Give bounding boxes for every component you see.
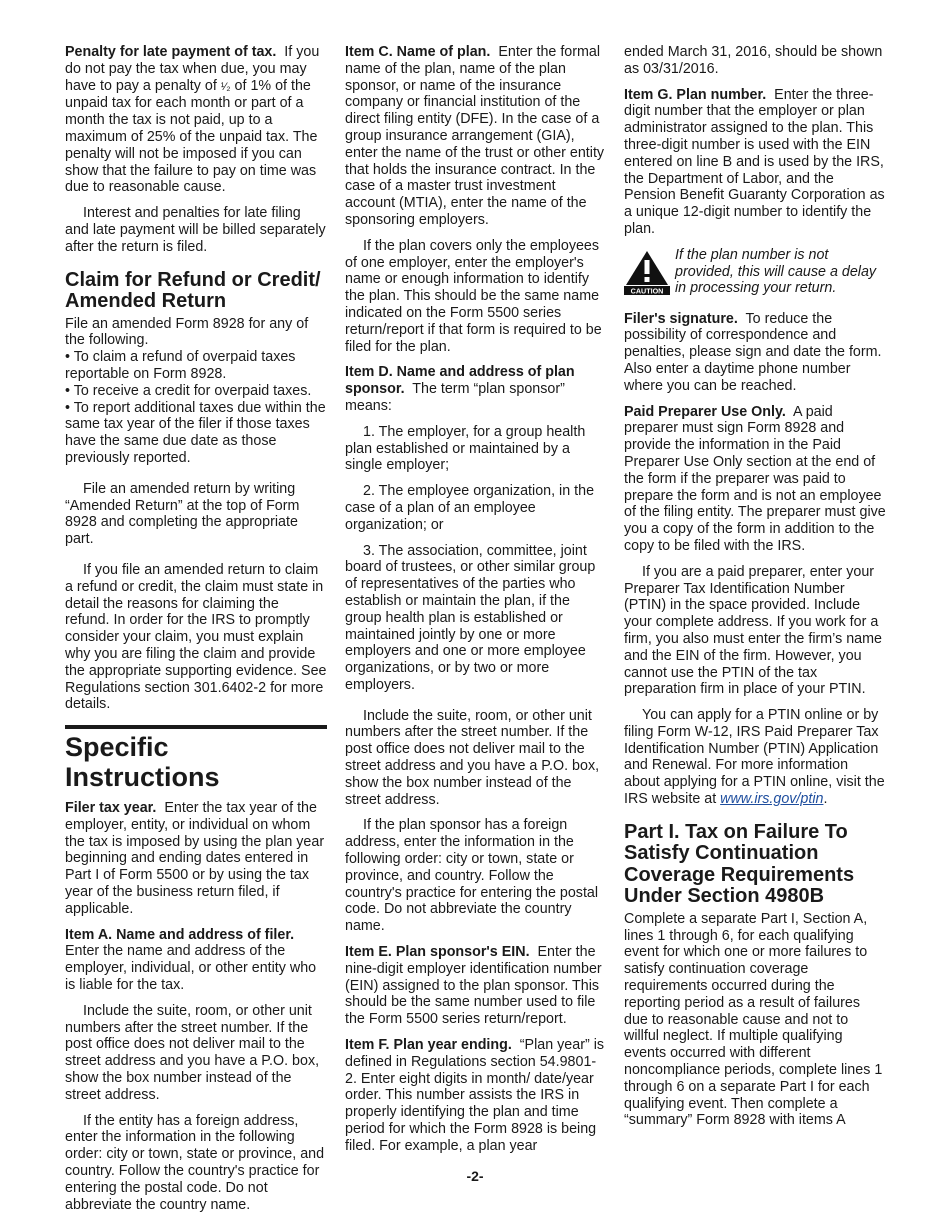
late-payment-paragraph: Penalty for late payment of tax. If you do not pay the tax when due, you may have to pay a penalty of ¹⁄₂ of 1% of the unpaid tax for each month or part of a month the tax is not paid, up to a maximum of 25% of the unpaid tax. The penalty will not be imposed if you can show that the failure to pay on time was due to reasonable cause.: [65, 44, 320, 196]
item-d-paragraph: Item D. Name and address of plan sponsor. The term “plan sponsor” means:: [345, 364, 575, 414]
paid-preparer-paragraph: Paid Preparer Use Only. A paid preparer must sign Form 8928 and provide the information in the Paid Preparer Use Only section at the end of the form if the preparer was paid to prepare the form and is not an employee of the filing entity. The preparer must give you a copy of the form in addition to the copy to be filed with the IRS.: [624, 403, 886, 554]
filer-signature-heading: Filer's signature.: [624, 310, 738, 327]
column-left: [65, 44, 327, 1222]
item-a-heading: Item A. Name and address of filer.: [65, 926, 295, 943]
item-a-paragraph: Item A. Name and address of filer. Enter the name and address of the employer, individual, or other entity who is liable for the tax.: [65, 926, 317, 994]
item-d-heading: Item D. Name and address of plan sponsor.: [345, 364, 575, 398]
item-c-heading: Item C. Name of plan.: [345, 44, 491, 60]
item-g-heading: Item G. Plan number.: [624, 86, 767, 103]
page-number: -2-: [466, 1168, 484, 1184]
late-payment-heading: Penalty for late payment of tax.: [65, 44, 277, 60]
item-f-paragraph: Item F. Plan year ending. “Plan year” is defined in Regulations section 54.9801-2. Enter eight digits in month/ date/year order. This number assists the IRS in properly identifying the plan and time period for which the Form 8928 is being filed. For example, a plan year: [345, 1037, 605, 1154]
interest-paragraph: Interest and penalties for late filing and late payment will be billed separately after the return is filed.: [65, 205, 326, 255]
item-e-heading: Item E. Plan sponsor's EIN.: [345, 944, 530, 961]
fraction-half: ¹⁄₂: [220, 80, 231, 93]
claim-refund-heading: Claim for Refund or Credit/ Amended Return: [65, 268, 321, 313]
item-d-paragraph-3: If the plan sponsor has a foreign address, enter the information in the following order: city or town, state or province, and country. Follow the country's practice for entering the postal code. Do not abbreviate the country name.: [345, 817, 599, 935]
item-g-paragraph: Item G. Plan number. Enter the three-digit number that the employer or plan administrator assigned to the plan. This three-digit number is used with the EIN entered on line B and is used by the IRS, the Department of Labor, and the Pension Benefit Guaranty Corporation as a unique 12-digit number to identify the plan.: [624, 86, 885, 237]
filer-signature-paragraph: Filer's signature. To reduce the possibility of correspondence and penalties, please sign and date the form. Also enter a daytime phone number where you can be reached.: [624, 310, 882, 394]
caution-icon-label: CAUTION: [630, 286, 664, 295]
item-d-paragraph-2: Include the suite, room, or other unit numbers after the street number. If the post office does not deliver mail to the street address and you have a P.O. box, show the box number instead of the street address.: [345, 707, 600, 808]
item-d-list-item-3: 3. The association, committee, joint board of trustees, or other similar group of representatives of the parties who establish or maintain the plan, if the group health plan is established or maintained jointly by one or more employers and one or more employee organizations, or by two or more employers.: [345, 542, 596, 693]
paid-preparer-paragraph-3: You can apply for a PTIN online or by filing Form W-12, IRS Paid Preparer Tax Identification Number (PTIN) Application and Renewal. For more information about applying for a PTIN online, visit the IRS website at www.irs.gov/ptin.: [624, 707, 885, 808]
item-e-paragraph: Item E. Plan sponsor's EIN. Enter the nine-digit employer identification number (EIN) assigned to the plan sponsor. This should be the same number used to file the Form 5500 series return/report.: [345, 944, 602, 1028]
item-d-list-item-1: 1. The employer, for a group health plan established or maintained by a single employer;: [345, 423, 586, 474]
claim-intro: File an amended Form 8928 for any of the following.: [65, 315, 309, 349]
item-d-list-item-2: 2. The employee organization, in the case of a plan of an employee organization; or: [345, 483, 595, 533]
item-f-heading: Item F. Plan year ending.: [345, 1037, 512, 1054]
caution-icon: [624, 249, 670, 300]
caution-note: [624, 247, 886, 300]
part-1-heading: Part I. Tax on Failure To Satisfy Continuation Coverage Requirements Under Section 4980B: [624, 820, 855, 908]
filer-tax-year-paragraph: Filer tax year. Enter the tax year of the employer, entity, or individual on whom the tax is imposed by using the plan year beginning and ending dates entered in Part I of Form 5500 or by using the tax year of the business return filed, if applicable.: [65, 800, 325, 917]
claim-bullet-2: • To receive a credit for overpaid taxes.: [65, 382, 312, 399]
item-f-continuation: ended March 31, 2016, should be shown as 03/31/2016.: [624, 44, 883, 77]
caution-text: If the plan number is not provided, this will cause a delay in processing your return.: [675, 246, 877, 297]
item-c-paragraph: Item C. Name of plan. Enter the formal name of the plan, name of the plan sponsor, or name of the insurance company or financial institution of the direct filing entity (DFE). In the case of a group insurance arrangement (GIA), enter the name of the trust or other entity that holds the insurance contract. In the case of a master trust investment account (MTIA), enter the name of the sponsoring employers.: [345, 44, 605, 228]
claim-paragraph-3: If you file an amended return to claim a refund or credit, the claim must state in detail the reasons for claiming the refund. In order for the IRS to promptly consider your claim, you must explain why you are filing the claim and provide the appropriate supporting evidence. See Regulations section 301.6402-2 for more details.: [65, 561, 327, 713]
claim-bullet-3: • To report additional taxes due within the same tax year of the filer if those taxes have the same due date as those previously reported.: [65, 399, 326, 466]
column-middle: [345, 44, 607, 1164]
item-a-paragraph-3: If the entity has a foreign address, enter the information in the following order: city or town, state or province, and country. Follow the country's practice for entering the postal code. Do not abbreviate the country name.: [65, 1112, 325, 1213]
column-right: [624, 44, 886, 1138]
item-a-paragraph-2: Include the suite, room, or other unit numbers after the street number. If the post office does not deliver mail to the street address and you have a P.O. box, show the box number instead of the street address.: [65, 1002, 320, 1103]
paid-preparer-heading: Paid Preparer Use Only.: [624, 403, 786, 420]
paid-preparer-paragraph-2: If you are a paid preparer, enter your Preparer Tax Identification Number (PTIN) in the space provided. Include your complete address. If you work for a firm, you also must enter the firm’s name and the EIN of the firm. However, you cannot use the PTIN of the tax preparation firm in place of your PTIN.: [624, 563, 882, 698]
filer-tax-year-heading: Filer tax year.: [65, 800, 157, 817]
ptin-link[interactable]: www.irs.gov/ptin: [720, 791, 824, 808]
claim-bullet-1: • To claim a refund of overpaid taxes reportable on Form 8928.: [65, 349, 296, 382]
claim-paragraph-2: File an amended return by writing “Amended Return” at the top of Form 8928 and completing the appropriate part.: [65, 480, 300, 548]
specific-instructions-heading: Specific Instructions: [65, 725, 327, 792]
part-1-paragraph: Complete a separate Part I, Section A, lines 1 through 6, for each qualifying event for which one or more failures to satisfy continuation coverage requirements occurred during the reporting period as a result of failures due to reasonable cause and not to willful neglect. If multiple qualifying events occurred with different noncompliance periods, complete lines 1 through 6 on a separate Part I for each qualifying event. Then complete a “summary” Form 8928 with items A: [624, 910, 883, 1129]
item-c-paragraph-2: If the plan covers only the employees of one employer, enter the employer's name or enough information to identify the plan. This should be the same name indicated on the Form 5500 series return/report if that form is required to be filed for the plan.: [345, 237, 602, 355]
